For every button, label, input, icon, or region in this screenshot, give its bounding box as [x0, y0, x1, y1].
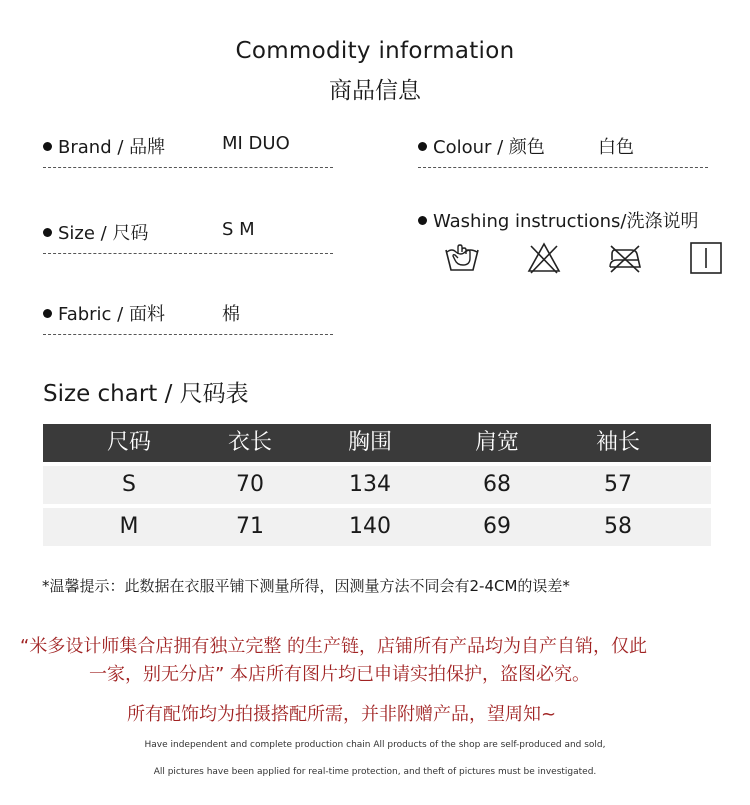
accessories-notice: 所有配饰均为拍摄搭配所需，并非附赠产品，望周知~ — [127, 704, 557, 725]
size-label: Size / 尺码 — [58, 223, 149, 244]
statement-line-1: “米多设计师集合店拥有独立完整 的生产链，店铺所有产品均为自产自销，仅此 — [20, 636, 648, 657]
footer-line-2: All pictures have been applied for real-time protection, and theft of pictures must be investigated. — [153, 767, 597, 777]
bullet-icon — [418, 216, 427, 225]
do-not-iron-icon — [607, 240, 643, 276]
table-cell: 58 — [604, 514, 632, 539]
table-cell: 68 — [483, 472, 511, 497]
table-header-row — [43, 424, 711, 462]
header-cell-shoulder: 肩宽 — [474, 430, 520, 455]
table-cell: 140 — [349, 514, 391, 539]
colour-label: Colour / 颜色 — [433, 137, 545, 158]
table-cell: S — [122, 472, 136, 497]
bullet-icon — [43, 142, 52, 151]
table-cell: 57 — [604, 472, 632, 497]
page-title-en: Commodity information — [235, 38, 515, 64]
washing-instructions-label: Washing instructions/洗涤说明 — [418, 207, 699, 233]
fabric-value: 棉 — [222, 304, 240, 325]
size-value: S M — [222, 219, 255, 240]
table-cell: 134 — [349, 472, 391, 497]
bullet-icon — [418, 142, 427, 151]
brand-value: MI DUO — [222, 133, 290, 154]
statement-line-2: 一家，别无分店” 本店所有图片均已申请实拍保护，盗图必究。 — [89, 664, 591, 685]
fabric-attribute — [43, 300, 333, 335]
bullet-icon — [43, 228, 52, 237]
colour-value: 白色 — [598, 137, 634, 158]
brand-attribute — [43, 133, 333, 168]
table-cell: 69 — [483, 514, 511, 539]
bullet-icon — [43, 309, 52, 318]
header-cell-size: 尺码 — [106, 430, 152, 455]
do-not-bleach-icon — [526, 240, 562, 276]
table-cell: 71 — [236, 514, 264, 539]
page-title-cn: 商品信息 — [329, 78, 421, 104]
table-row — [43, 466, 711, 504]
header-cell-chest: 胸围 — [347, 430, 393, 455]
size-chart-table — [43, 424, 711, 550]
hang-dry-icon — [688, 240, 724, 276]
table-cell: 70 — [236, 472, 264, 497]
brand-label: Brand / 品牌 — [58, 137, 166, 158]
fabric-label: Fabric / 面料 — [58, 304, 165, 325]
header-cell-sleeve: 袖长 — [595, 430, 641, 455]
size-attribute — [43, 219, 333, 254]
header-cell-length: 衣长 — [227, 430, 273, 455]
table-cell: M — [119, 514, 139, 539]
measurement-tip: *温馨提示：此数据在衣服平铺下测量所得，因测量方法不同会有2-4CM的误差* — [42, 577, 570, 595]
colour-attribute — [418, 133, 708, 168]
table-row — [43, 508, 711, 546]
footer-line-1: Have independent and complete production chain All products of the shop are self-produced and sold, — [144, 740, 606, 750]
size-chart-title: Size chart / 尺码表 — [43, 381, 249, 407]
hand-wash-icon — [444, 240, 480, 276]
